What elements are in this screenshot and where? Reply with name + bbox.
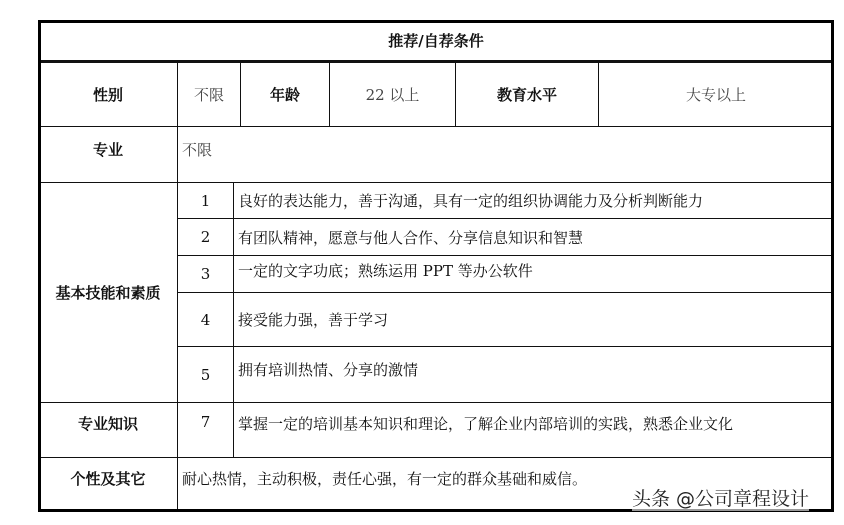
skill-num: 3 <box>177 255 234 293</box>
education-value: 大专以上 <box>598 62 834 127</box>
table-title: 推荐/自荐条件 <box>38 20 834 63</box>
skill-num: 4 <box>177 292 234 347</box>
major-value: 不限 <box>177 126 834 183</box>
gender-label: 性别 <box>38 62 178 127</box>
age-value: 22 以上 <box>329 62 456 127</box>
major-label: 专业 <box>38 126 178 183</box>
skills-label: 基本技能和素质 <box>38 182 178 403</box>
skill-text: 一定的文字功底；熟练运用 PPT 等办公软件 <box>233 255 834 293</box>
skill-num: 1 <box>177 182 234 219</box>
skill-text: 接受能力强，善于学习 <box>233 292 834 347</box>
watermark: 头条 @公司章程设计 <box>632 484 809 511</box>
skill-num: 2 <box>177 218 234 256</box>
personality-text: 耐心热情，主动积极，责任心强，有一定的群众基础和威信。 <box>177 457 834 512</box>
skill-text: 良好的表达能力，善于沟通，具有一定的组织协调能力及分析判断能力 <box>233 182 834 219</box>
gender-value: 不限 <box>177 62 241 127</box>
personality-label: 个性及其它 <box>38 457 178 512</box>
age-label: 年龄 <box>240 62 330 127</box>
knowledge-label: 专业知识 <box>38 402 178 458</box>
education-label: 教育水平 <box>455 62 599 127</box>
knowledge-text: 掌握一定的培训基本知识和理论，了解企业内部培训的实践，熟悉企业文化 <box>233 402 834 458</box>
skill-text: 拥有培训热情、分享的激情 <box>233 346 834 403</box>
skill-text: 有团队精神，愿意与他人合作、分享信息知识和智慧 <box>233 218 834 256</box>
knowledge-num: 7 <box>177 402 234 458</box>
skill-num: 5 <box>177 346 234 403</box>
